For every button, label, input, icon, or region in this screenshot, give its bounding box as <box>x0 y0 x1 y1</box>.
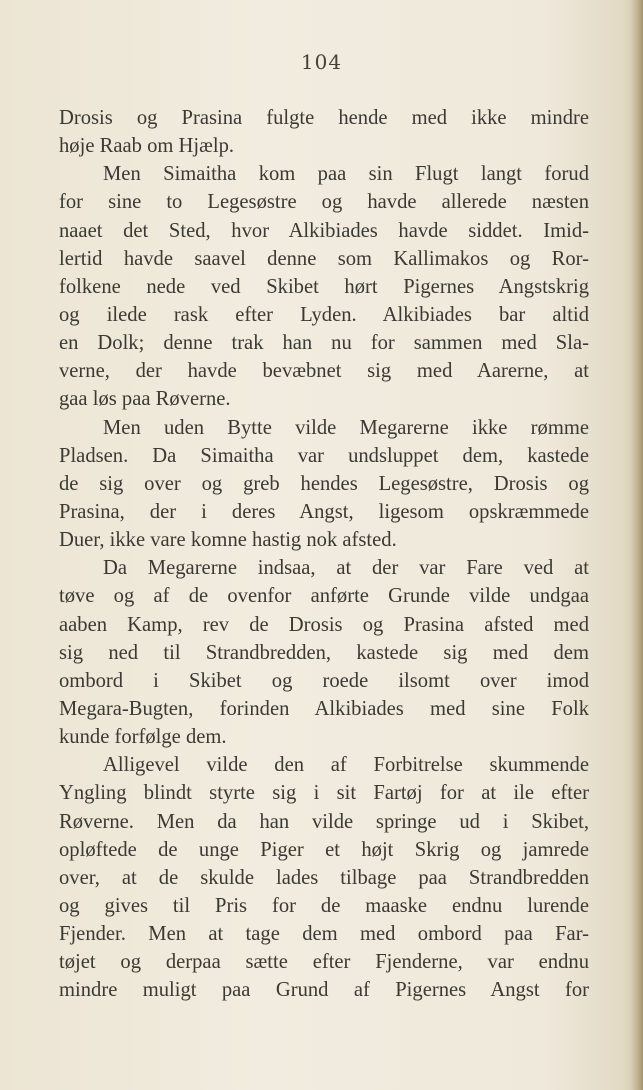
text-line: og gives til Pris for de maaske endnu lurende <box>59 894 589 917</box>
text-line: Alligevel vilde den af Forbitrelse skummende <box>103 754 589 777</box>
text-line: Duer, ikke vare komne hastig nok afsted. <box>59 529 397 552</box>
text-line: og ilede rask efter Lyden. Alkibiades bar altid <box>59 303 589 326</box>
text-line: Pladsen. Da Simaitha var undsluppet dem, kastede <box>59 444 589 467</box>
text-line: Men Simaitha kom paa sin Flugt langt forud <box>103 163 589 186</box>
text-line: Da Megarerne indsaa, at der var Fare ved at <box>103 557 589 580</box>
text-line: folkene nede ved Skibet hørt Pigernes Angstskrig <box>59 275 589 298</box>
text-line: over, at de skulde lades tilbage paa Strandbredden <box>59 866 589 889</box>
text-line: aaben Kamp, rev de Drosis og Prasina afsted med <box>59 613 589 636</box>
text-line: kunde forfølge dem. <box>59 726 227 749</box>
text-line: gaa løs paa Røverne. <box>59 388 231 411</box>
text-line: for sine to Legesøstre og havde allerede næsten <box>59 191 589 214</box>
body-text <box>59 104 589 1005</box>
text-line: Fjender. Men at tage dem med ombord paa Far- <box>59 923 589 946</box>
text-line: verne, der havde bevæbnet sig med Aarerne, at <box>59 360 589 383</box>
text-line: ombord i Skibet og roede ilsomt over imod <box>59 669 589 692</box>
text-line: tøve og af de ovenfor anførte Grunde vilde undgaa <box>59 585 589 608</box>
text-line: naaet det Sted, hvor Alkibiades havde siddet. Imid- <box>59 219 589 242</box>
text-line: Røverne. Men da han vilde springe ud i Skibet, <box>59 810 589 833</box>
text-line: tøjet og derpaa sætte efter Fjenderne, var endnu <box>59 951 589 974</box>
text-line: Drosis og Prasina fulgte hende med ikke mindre <box>59 107 589 129</box>
text-line: en Dolk; denne trak han nu for sammen med Sla- <box>59 332 589 355</box>
page-edge-shadow <box>631 0 643 1090</box>
page-number: 104 <box>300 50 343 74</box>
text-line: de sig over og greb hendes Legesøstre, Drosis og <box>59 472 589 495</box>
text-line: lertid havde saavel denne som Kallimakos og Ror- <box>59 247 589 270</box>
text-line: opløftede de unge Piger et højt Skrig og jamrede <box>59 838 589 861</box>
text-line: Yngling blindt styrte sig i sit Fartøj for at ile efter <box>59 782 589 805</box>
text-line: Men uden Bytte vilde Megarerne ikke rømme <box>103 416 589 439</box>
text-line: Prasina, der i deres Angst, ligesom opskræmmede <box>59 500 589 523</box>
text-line: mindre muligt paa Grund af Pigernes Angst for <box>59 979 589 1002</box>
text-line: høje Raab om Hjælp. <box>59 135 235 158</box>
text-line: sig ned til Strandbredden, kastede sig med dem <box>59 641 589 664</box>
text-line: Megara-Bugten, forinden Alkibiades med sine Folk <box>59 697 589 720</box>
